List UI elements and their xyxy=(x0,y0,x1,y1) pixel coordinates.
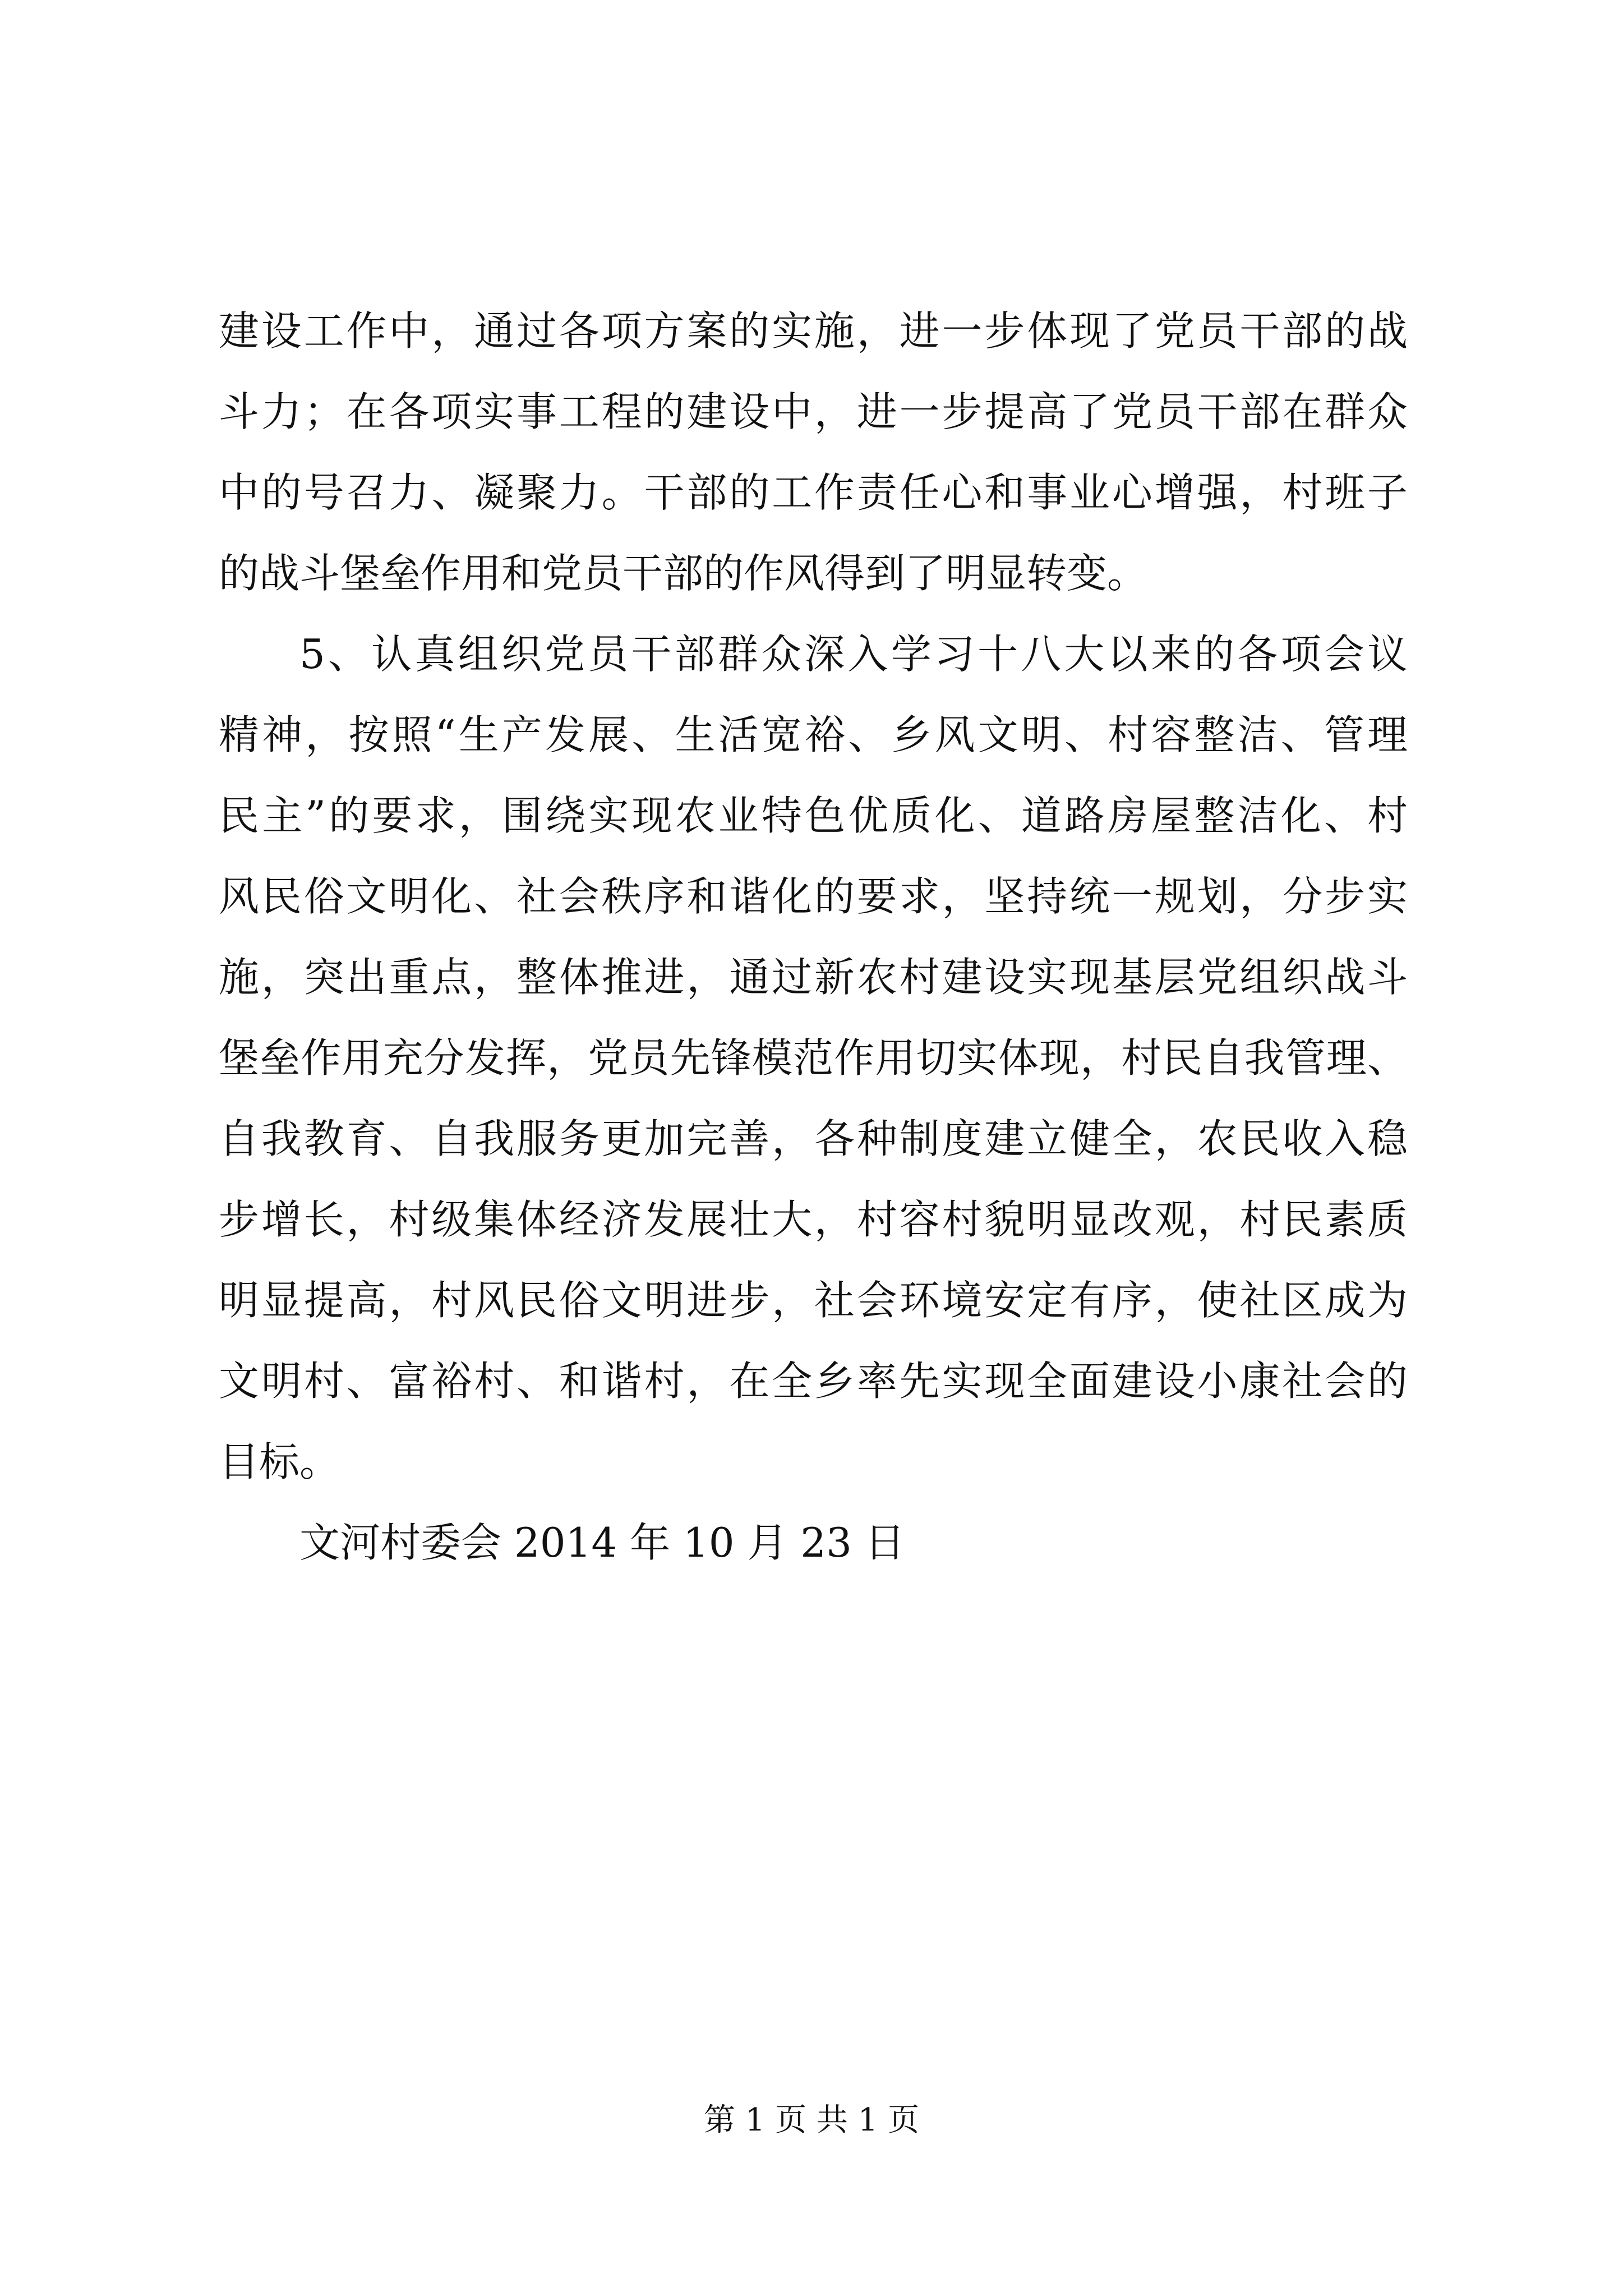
body-line: 目标。 xyxy=(219,1438,340,1485)
body-line: 中的号召力、凝聚力。干部的工作责任心和事业心增强，村班子 xyxy=(219,469,1408,516)
document-body xyxy=(219,291,1408,1583)
body-line: 民主”的要求，围绕实现农业特色优质化、道路房屋整洁化、村 xyxy=(219,792,1408,839)
body-line: 明显提高，村风民俗文明进步，社会环境安定有序，使社区成为 xyxy=(219,1277,1408,1324)
body-line: 步增长，村级集体经济发展壮大，村容村貌明显改观，村民素质 xyxy=(219,1196,1408,1243)
page-number-footer: 第 1 页 共 1 页 xyxy=(703,2102,920,2138)
body-line: 精神，按照“生产发展、生活宽裕、乡风文明、村容整洁、管理 xyxy=(219,711,1408,758)
body-line: 5、认真组织党员干部群众深入学习十八大以来的各项会议 xyxy=(299,631,1408,678)
body-line: 文明村、富裕村、和谐村，在全乡率先实现全面建设小康社会的 xyxy=(219,1358,1408,1405)
body-line: 施，突出重点，整体推进，通过新农村建设实现基层党组织战斗 xyxy=(219,954,1408,1001)
body-line: 自我教育、自我服务更加完善，各种制度建立健全，农民收入稳 xyxy=(219,1115,1408,1162)
body-line: 斗力；在各项实事工程的建设中，进一步提高了党员干部在群众 xyxy=(219,388,1408,435)
body-line: 堡垒作用充分发挥，党员先锋模范作用切实体现，村民自我管理、 xyxy=(219,1034,1408,1082)
body-line: 的战斗堡垒作用和党员干部的作风得到了明显转变。 xyxy=(219,550,1148,597)
body-line: 建设工作中，通过各项方案的实施，进一步体现了党员干部的战 xyxy=(219,307,1408,355)
signature-line: 文河村委会 2014 年 10 月 23 日 xyxy=(299,1519,905,1566)
body-line: 风民俗文明化、社会秩序和谐化的要求，坚持统一规划，分步实 xyxy=(219,873,1408,920)
